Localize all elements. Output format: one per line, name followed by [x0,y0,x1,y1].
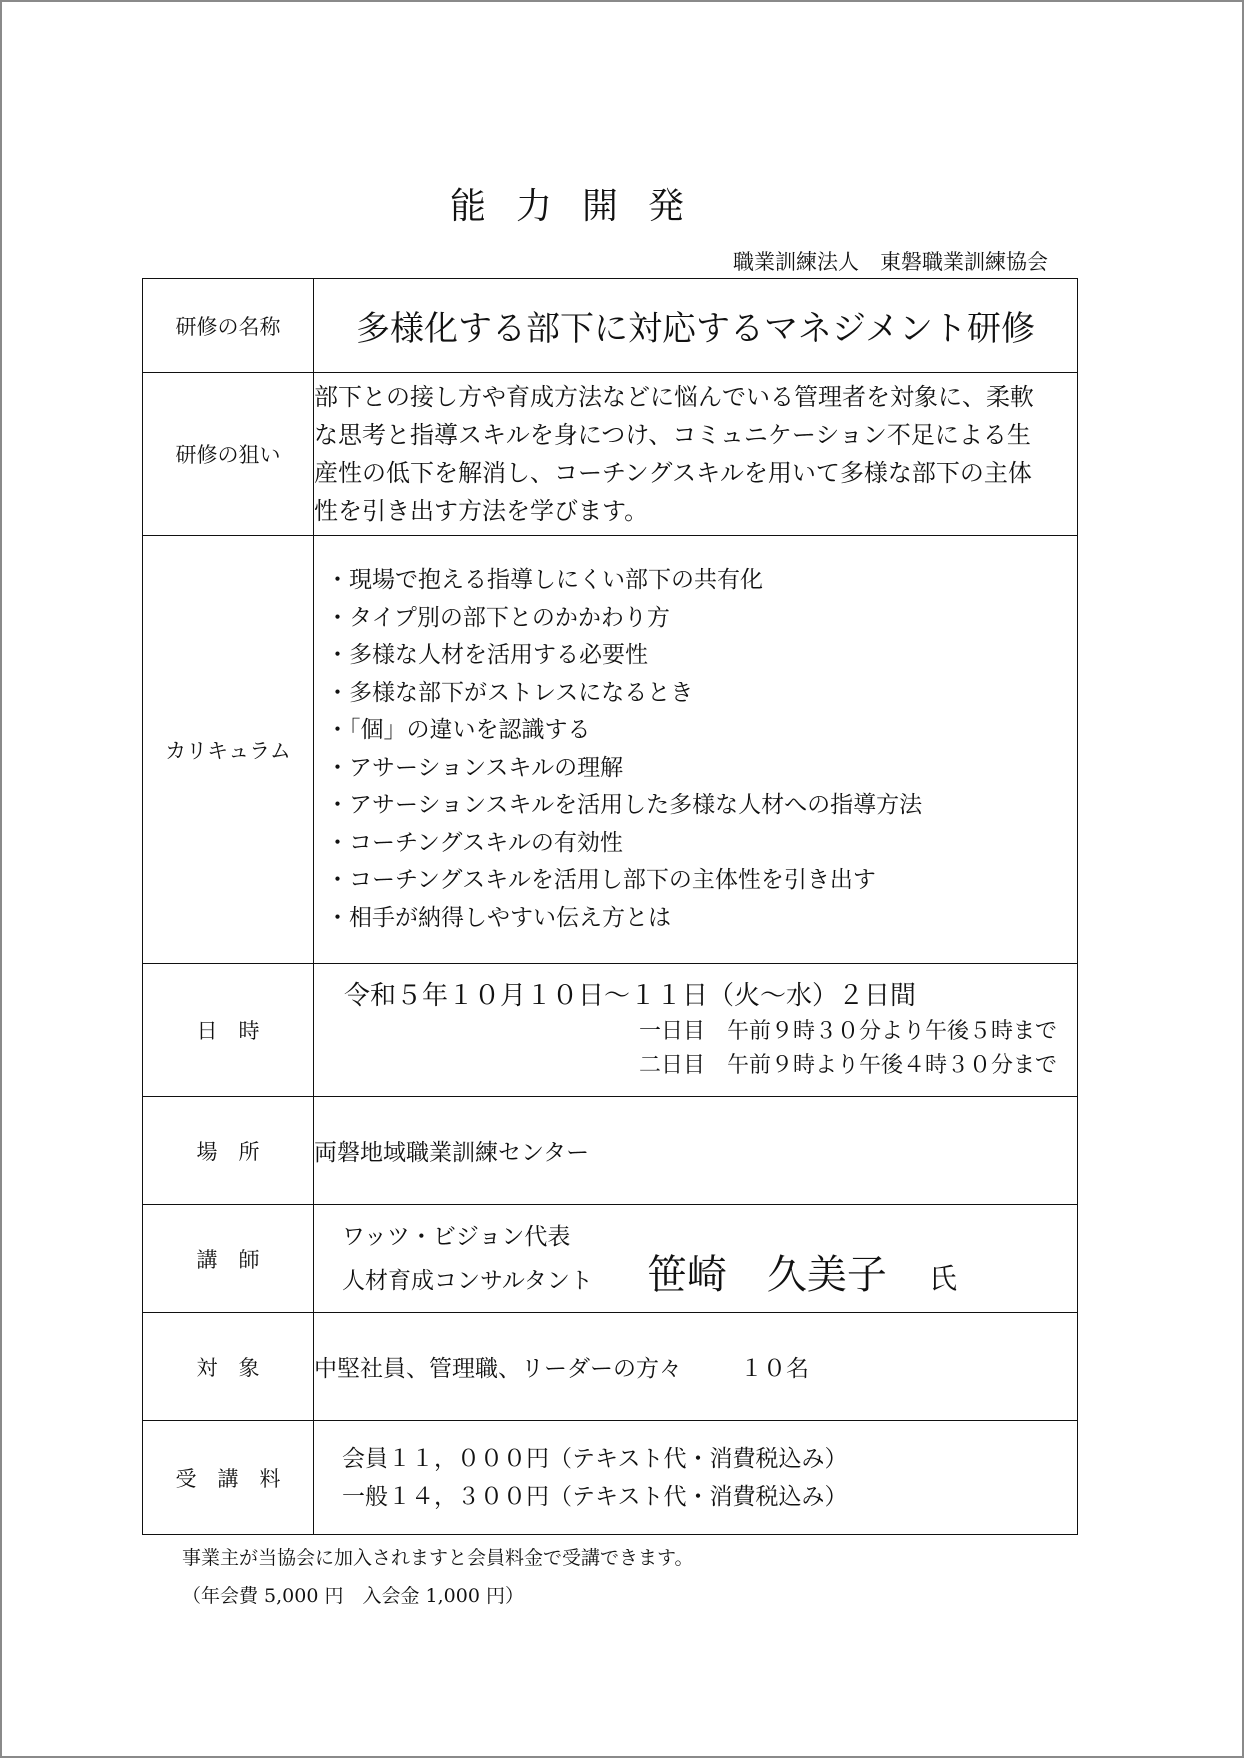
lecturer-name: 笹崎 久美子 [646,1251,887,1298]
label-fee: 受 講 料 [143,1421,314,1535]
aim-text [314,373,1078,536]
membership-note: 事業主が当協会に加入されますと会員料金で受講できます。 [182,1547,694,1569]
course-info-table [142,278,1078,1535]
membership-fee-note: （年会費 5,000 円 入会金 1,000 円） [182,1585,524,1607]
list-item: ・現場で抱える指導しにくい部下の共有化 [326,567,763,593]
list-item: ・相手が納得しやすい伝え方とは [326,904,671,931]
date-main: 令和５年１０月１０日～１１日（火～水）２日間 [344,981,917,1011]
label-place: 場 所 [143,1097,314,1205]
lecturer-suffix: 氏 [928,1261,957,1295]
row-target [143,1313,1078,1421]
fee-member: 会員１１，０００円（テキスト代・消費税込み） [342,1445,848,1472]
lecturer-role: 人材育成コンサルタント [342,1267,593,1294]
datetime-cell [314,964,1078,1097]
row-course-name [143,279,1078,373]
list-item: ・多様な人材を活用する必要性 [326,642,648,668]
aim-line: 性を引き出す方法を学びます。 [314,497,649,525]
curriculum-list-cell [314,536,1078,964]
place-value: 両磐地域職業訓練センター [314,1097,1078,1205]
list-item: ・タイプ別の部下とのかかわり方 [326,604,670,631]
curriculum-list [314,562,1077,937]
course-name: 多様化する部下に対応するマネジメント研修 [314,279,1078,373]
row-place [143,1097,1078,1205]
target-count: １０名 [740,1356,809,1382]
row-lecturer [143,1205,1078,1313]
row-fee [143,1421,1078,1535]
fee-general: 一般１４，３００円（テキスト代・消費税込み） [342,1483,848,1510]
list-item: ・「個」の違いを認識する [326,717,591,743]
aim-line: 産性の低下を解消し、コーチングスキルを用いて多様な部下の主体 [314,459,1032,487]
row-aim [143,373,1078,536]
date-day1: 一日目 午前９時３０分より午後５時まで [638,1019,1057,1044]
date-day2: 二日目 午前９時より午後４時３０分まで [638,1053,1057,1078]
list-item: ・アサーションスキルの理解 [326,754,624,781]
label-target: 対 象 [143,1313,314,1421]
label-curriculum: カリキュラム [143,536,314,964]
list-item: ・アサーションスキルを活用した多様な人材への指導方法 [326,792,923,818]
target-value: 中堅社員、管理職、リーダーの方々 [314,1356,682,1382]
fee-cell [314,1421,1078,1535]
list-item: ・多様な部下がストレスになるとき [326,679,694,706]
aim-line: 部下との接し方や育成方法などに悩んでいる管理者を対象に、柔軟 [314,383,1034,411]
label-aim: 研修の狙い [143,373,314,536]
lecturer-line [314,1251,1077,1300]
aim-line: な思考と指導スキルを身につけ、コミュニケーション不足による生 [314,421,1031,449]
label-course-name: 研修の名称 [143,279,314,373]
lecturer-affiliation: ワッツ・ビジョン代表 [342,1223,571,1250]
row-datetime [143,964,1078,1097]
organization-name: 職業訓練法人 東磐職業訓練協会 [733,250,1048,274]
target-cell [314,1313,1078,1421]
label-datetime: 日 時 [143,964,314,1097]
row-curriculum [143,536,1078,964]
list-item: ・コーチングスキルを活用し部下の主体性を引き出す [326,867,876,893]
list-item: ・コーチングスキルの有効性 [326,829,623,856]
label-lecturer: 講 師 [143,1205,314,1313]
lecturer-cell [314,1205,1078,1313]
page-title: 能力開発 [449,186,714,227]
